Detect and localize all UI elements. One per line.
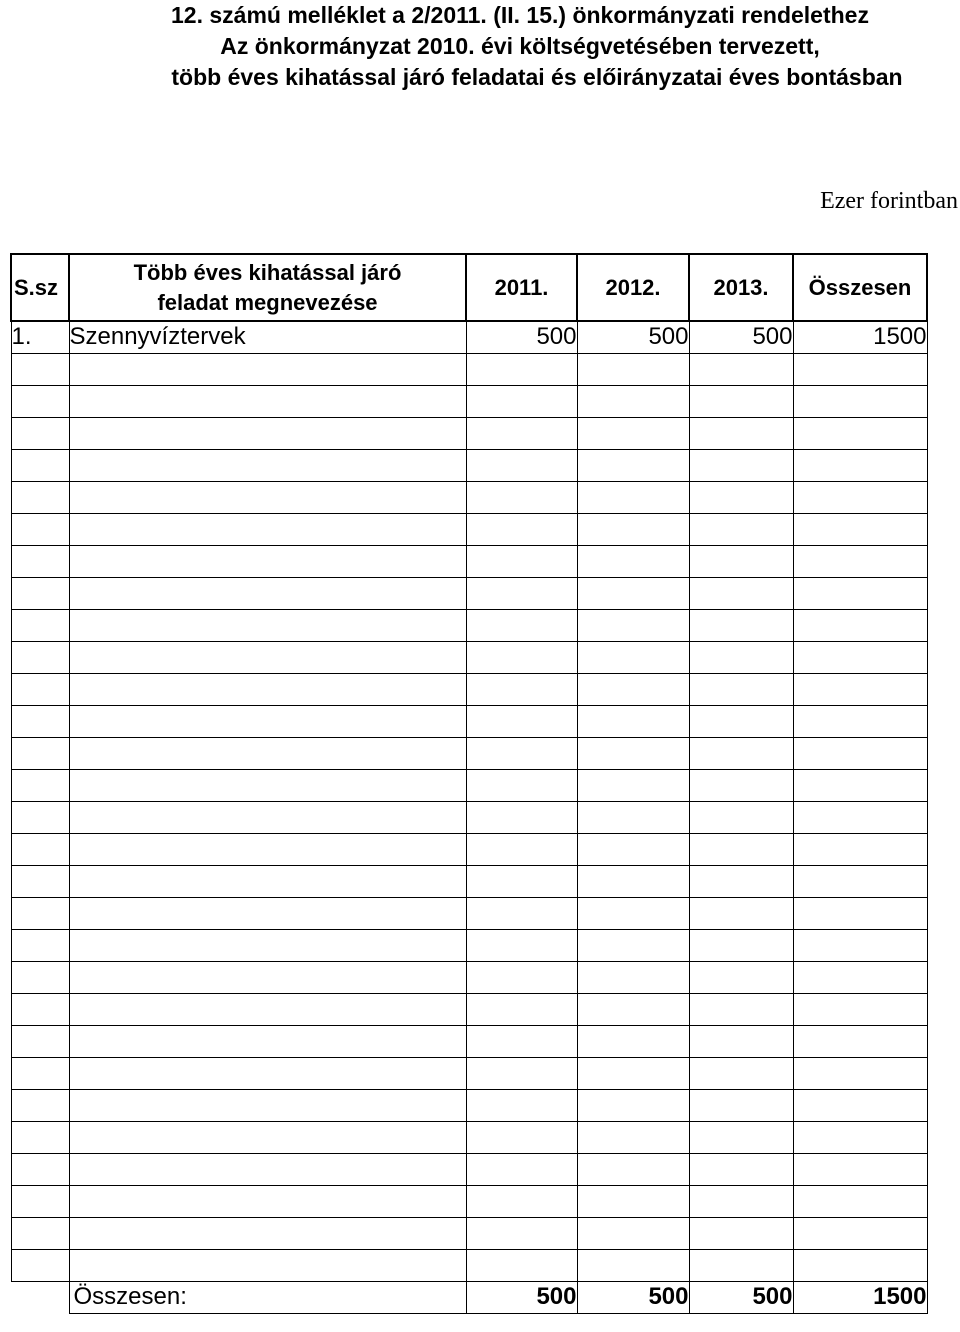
column-header-2012: 2012.: [577, 254, 689, 321]
table-header-row: [11, 254, 927, 321]
empty-cell: [793, 1121, 927, 1153]
empty-cell: [793, 513, 927, 545]
empty-cell: [577, 801, 689, 833]
empty-cell: [577, 385, 689, 417]
empty-cell: [69, 1121, 466, 1153]
empty-cell: [577, 769, 689, 801]
empty-cell: [11, 769, 69, 801]
empty-table-row: [11, 1121, 927, 1153]
empty-cell: [11, 897, 69, 929]
total-2011: 500: [466, 1281, 577, 1313]
empty-cell: [689, 513, 793, 545]
empty-cell: [793, 801, 927, 833]
empty-table-row: [11, 449, 927, 481]
empty-cell: [69, 705, 466, 737]
empty-cell: [793, 577, 927, 609]
empty-cell: [466, 993, 577, 1025]
empty-cell: [69, 481, 466, 513]
empty-cell: [69, 1057, 466, 1089]
total-row: [11, 1281, 927, 1313]
empty-cell: [577, 545, 689, 577]
empty-cell: [793, 833, 927, 865]
empty-cell: [793, 1057, 927, 1089]
empty-cell: [577, 353, 689, 385]
empty-cell: [69, 993, 466, 1025]
empty-cell: [466, 929, 577, 961]
empty-cell: [466, 961, 577, 993]
empty-cell: [577, 865, 689, 897]
empty-table-row: [11, 481, 927, 513]
empty-cell: [689, 1089, 793, 1121]
empty-cell: [466, 481, 577, 513]
empty-cell: [69, 833, 466, 865]
empty-cell: [577, 1249, 689, 1281]
empty-cell: [11, 1249, 69, 1281]
total-label: Összesen:: [69, 1281, 466, 1313]
document-title-line-1: 12. számú melléklet a 2/2011. (II. 15.) önkormányzati rendelethez: [171, 2, 869, 28]
empty-cell: [689, 1249, 793, 1281]
empty-cell: [577, 1121, 689, 1153]
empty-table-row: [11, 737, 927, 769]
empty-table-row: [11, 833, 927, 865]
empty-cell: [689, 1121, 793, 1153]
empty-cell: [689, 545, 793, 577]
empty-cell: [577, 737, 689, 769]
empty-cell: [11, 737, 69, 769]
empty-cell: [793, 1153, 927, 1185]
empty-cell: [793, 1185, 927, 1217]
empty-cell: [69, 577, 466, 609]
empty-cell: [11, 993, 69, 1025]
empty-cell: [689, 449, 793, 481]
empty-cell: [69, 769, 466, 801]
column-header-index: S.sz: [11, 254, 69, 321]
empty-cell: [793, 641, 927, 673]
empty-cell: [69, 673, 466, 705]
empty-table-row: [11, 993, 927, 1025]
empty-cell: [577, 1217, 689, 1249]
empty-cell: [69, 865, 466, 897]
empty-cell: [689, 961, 793, 993]
empty-cell: [689, 865, 793, 897]
empty-cell: [11, 641, 69, 673]
empty-table-row: [11, 929, 927, 961]
empty-table-row: [11, 417, 927, 449]
empty-cell: [69, 1185, 466, 1217]
empty-cell: [69, 929, 466, 961]
empty-cell: [466, 449, 577, 481]
empty-cell: [577, 961, 689, 993]
empty-table-row: [11, 1249, 927, 1281]
empty-table-row: [11, 545, 927, 577]
empty-table-row: [11, 577, 927, 609]
empty-cell: [689, 1217, 793, 1249]
empty-table-row: [11, 385, 927, 417]
empty-cell: [689, 1057, 793, 1089]
empty-cell: [793, 609, 927, 641]
empty-table-row: [11, 1089, 927, 1121]
empty-cell: [466, 737, 577, 769]
row-2011: 500: [466, 321, 577, 353]
empty-cell: [466, 385, 577, 417]
empty-cell: [69, 1025, 466, 1057]
empty-cell: [69, 1249, 466, 1281]
empty-cell: [466, 1121, 577, 1153]
empty-cell: [466, 641, 577, 673]
empty-cell: [577, 609, 689, 641]
empty-cell: [11, 545, 69, 577]
empty-cell: [577, 513, 689, 545]
total-row-index: [11, 1281, 69, 1313]
empty-cell: [689, 833, 793, 865]
empty-cell: [793, 481, 927, 513]
empty-cell: [577, 1089, 689, 1121]
empty-cell: [793, 1025, 927, 1057]
empty-cell: [69, 1217, 466, 1249]
empty-cell: [69, 1089, 466, 1121]
empty-cell: [11, 1089, 69, 1121]
empty-cell: [689, 769, 793, 801]
empty-cell: [466, 1153, 577, 1185]
empty-cell: [577, 897, 689, 929]
total-2012: 500: [577, 1281, 689, 1313]
empty-cell: [466, 545, 577, 577]
empty-cell: [466, 1249, 577, 1281]
empty-cell: [11, 1217, 69, 1249]
empty-cell: [11, 353, 69, 385]
empty-cell: [577, 929, 689, 961]
empty-cell: [793, 417, 927, 449]
empty-cell: [466, 577, 577, 609]
empty-table-row: [11, 609, 927, 641]
column-header-2011: 2011.: [466, 254, 577, 321]
empty-cell: [466, 801, 577, 833]
empty-cell: [793, 545, 927, 577]
empty-cell: [466, 673, 577, 705]
empty-cell: [69, 609, 466, 641]
empty-cell: [793, 769, 927, 801]
empty-table-row: [11, 865, 927, 897]
empty-cell: [577, 1057, 689, 1089]
empty-cell: [689, 577, 793, 609]
empty-cell: [466, 513, 577, 545]
empty-cell: [466, 1089, 577, 1121]
empty-cell: [69, 449, 466, 481]
row-name: Szennyvíztervek: [69, 321, 466, 353]
empty-cell: [69, 897, 466, 929]
empty-cell: [11, 577, 69, 609]
empty-table-row: [11, 801, 927, 833]
empty-cell: [11, 481, 69, 513]
column-header-2013: 2013.: [689, 254, 793, 321]
empty-cell: [689, 993, 793, 1025]
empty-cell: [577, 481, 689, 513]
empty-cell: [466, 1025, 577, 1057]
empty-cell: [466, 865, 577, 897]
empty-cell: [689, 929, 793, 961]
empty-cell: [69, 545, 466, 577]
column-header-name-line-2: feladat megnevezése: [157, 289, 378, 315]
empty-cell: [577, 577, 689, 609]
empty-cell: [466, 417, 577, 449]
empty-table-row: [11, 641, 927, 673]
empty-table-row: [11, 961, 927, 993]
empty-cell: [69, 385, 466, 417]
column-header-name-line-1: Több éves kihatással járó: [133, 259, 402, 285]
empty-cell: [689, 897, 793, 929]
empty-cell: [466, 833, 577, 865]
empty-cell: [11, 833, 69, 865]
empty-cell: [793, 929, 927, 961]
empty-cell: [793, 961, 927, 993]
empty-cell: [466, 897, 577, 929]
empty-cell: [577, 1185, 689, 1217]
empty-cell: [466, 609, 577, 641]
empty-cell: [689, 673, 793, 705]
empty-cell: [11, 385, 69, 417]
empty-cell: [577, 673, 689, 705]
total-sum: 1500: [793, 1281, 927, 1313]
empty-cell: [793, 737, 927, 769]
empty-cell: [793, 353, 927, 385]
empty-cell: [11, 865, 69, 897]
document-title-line-2: Az önkormányzat 2010. évi költségvetésében tervezett,: [220, 33, 820, 59]
row-2012: 500: [577, 321, 689, 353]
empty-table-row: [11, 1153, 927, 1185]
empty-table-row: [11, 705, 927, 737]
empty-cell: [69, 417, 466, 449]
empty-table-row: [11, 1025, 927, 1057]
table-row: [11, 321, 927, 353]
empty-cell: [11, 609, 69, 641]
empty-cell: [577, 993, 689, 1025]
empty-table-row: [11, 1217, 927, 1249]
empty-cell: [69, 353, 466, 385]
empty-cell: [793, 1249, 927, 1281]
empty-cell: [793, 865, 927, 897]
empty-cell: [11, 1025, 69, 1057]
column-header-name: [69, 254, 466, 321]
empty-cell: [577, 417, 689, 449]
empty-cell: [689, 1025, 793, 1057]
budget-table: [10, 253, 928, 1314]
empty-cell: [466, 353, 577, 385]
empty-cell: [466, 1057, 577, 1089]
empty-cell: [11, 449, 69, 481]
empty-cell: [577, 1025, 689, 1057]
row-total: 1500: [793, 321, 927, 353]
empty-cell: [466, 1217, 577, 1249]
empty-cell: [689, 1153, 793, 1185]
empty-cell: [577, 705, 689, 737]
empty-cell: [793, 993, 927, 1025]
empty-cell: [69, 513, 466, 545]
empty-cell: [689, 353, 793, 385]
empty-table-row: [11, 1185, 927, 1217]
empty-cell: [793, 1217, 927, 1249]
empty-cell: [793, 705, 927, 737]
empty-cell: [577, 449, 689, 481]
empty-cell: [689, 737, 793, 769]
empty-table-row: [11, 353, 927, 385]
empty-cell: [689, 641, 793, 673]
empty-cell: [689, 609, 793, 641]
empty-cell: [577, 1153, 689, 1185]
empty-cell: [577, 833, 689, 865]
empty-cell: [689, 801, 793, 833]
empty-cell: [793, 897, 927, 929]
row-index: 1.: [11, 321, 69, 353]
empty-cell: [577, 641, 689, 673]
empty-cell: [689, 385, 793, 417]
unit-label: Ezer forintban: [820, 188, 958, 214]
empty-cell: [69, 737, 466, 769]
empty-cell: [69, 961, 466, 993]
total-2013: 500: [689, 1281, 793, 1313]
document-title-line-3: több éves kihatással járó feladatai és előirányzatai éves bontásban: [171, 64, 903, 90]
empty-cell: [11, 673, 69, 705]
empty-cell: [11, 1185, 69, 1217]
empty-cell: [69, 1153, 466, 1185]
column-header-total: Összesen: [793, 254, 927, 321]
empty-cell: [11, 417, 69, 449]
empty-cell: [11, 1121, 69, 1153]
empty-cell: [11, 801, 69, 833]
empty-table-row: [11, 897, 927, 929]
empty-cell: [793, 385, 927, 417]
empty-cell: [689, 705, 793, 737]
empty-cell: [11, 929, 69, 961]
empty-cell: [466, 705, 577, 737]
empty-cell: [793, 673, 927, 705]
empty-cell: [466, 1185, 577, 1217]
empty-table-row: [11, 769, 927, 801]
empty-table-row: [11, 1057, 927, 1089]
empty-cell: [689, 417, 793, 449]
empty-table-row: [11, 513, 927, 545]
empty-cell: [11, 513, 69, 545]
empty-cell: [11, 705, 69, 737]
empty-cell: [11, 1057, 69, 1089]
empty-cell: [69, 641, 466, 673]
empty-cell: [11, 1153, 69, 1185]
empty-cell: [466, 769, 577, 801]
empty-cell: [793, 1089, 927, 1121]
empty-cell: [11, 961, 69, 993]
empty-cell: [689, 1185, 793, 1217]
empty-table-row: [11, 673, 927, 705]
row-2013: 500: [689, 321, 793, 353]
empty-cell: [793, 449, 927, 481]
empty-cell: [69, 801, 466, 833]
empty-cell: [689, 481, 793, 513]
